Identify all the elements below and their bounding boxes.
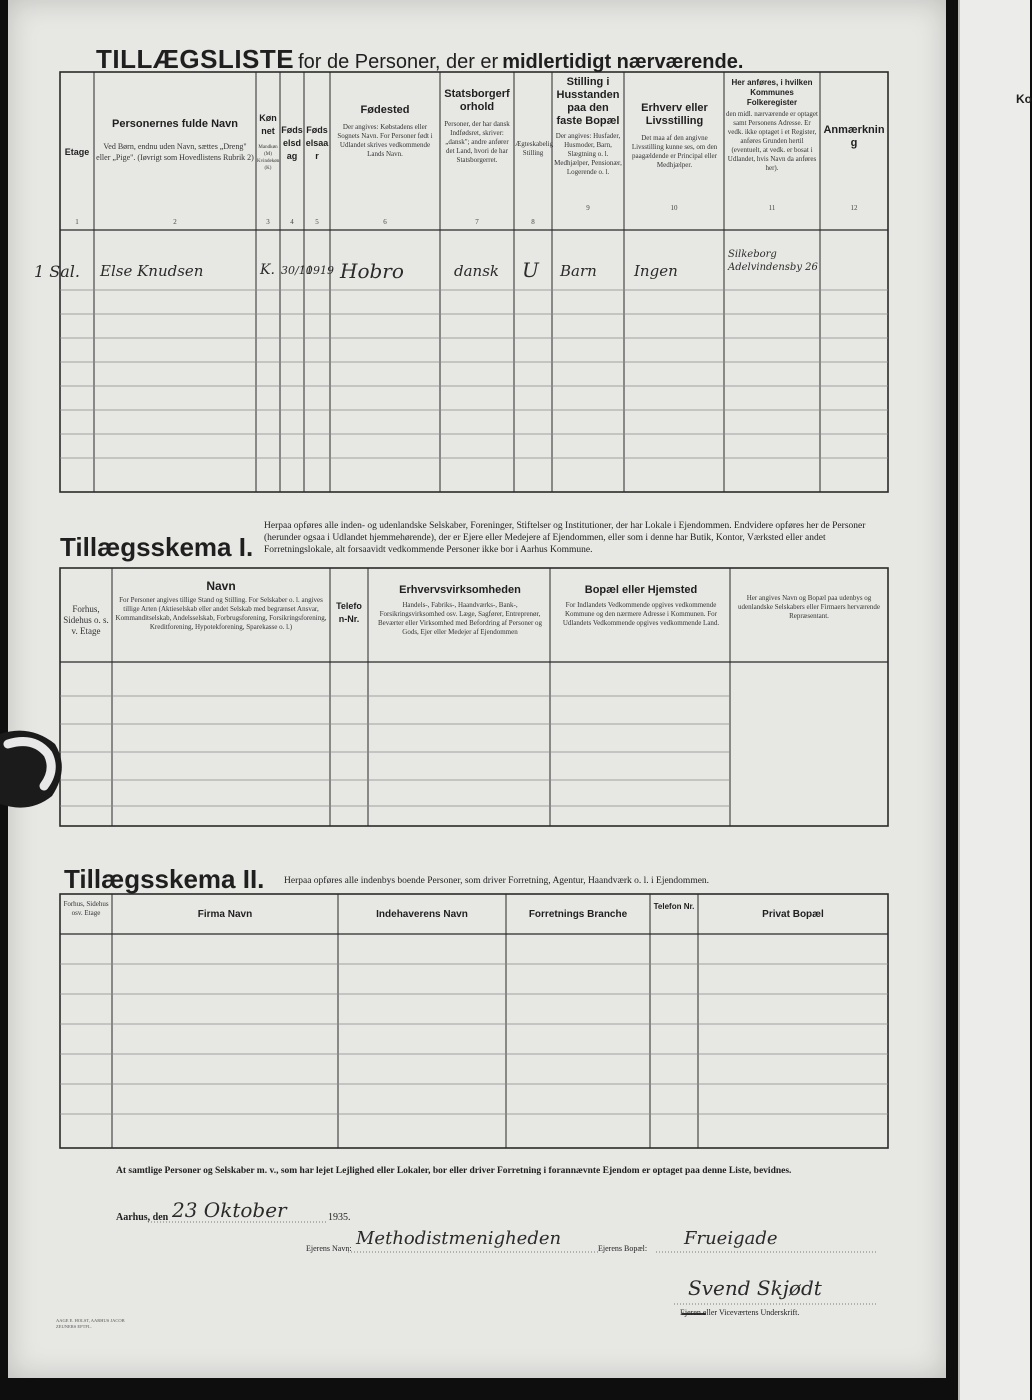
col-header-stilling-title: Stilling i Husstanden paa den faste Bopæl	[556, 76, 620, 127]
col-num-5: 5	[315, 218, 319, 226]
skema1-col-bopael	[554, 584, 728, 628]
col-num-10: 10	[670, 204, 678, 212]
cell-navn: Else Knudsen	[100, 262, 204, 280]
col-header-fodselsdag: Fødselsdag	[281, 125, 303, 161]
skema1-col-erhverv	[372, 584, 548, 637]
col-header-stilling	[554, 76, 622, 177]
col-num-7: 7	[475, 218, 479, 226]
skema1-col-bopael-sub: For Indlandets Vedkommende opgives vedkommende Kommune og den nærmere Adresse i Kommunen. For Udlandets Vedkommende opgives vedkommende Land.	[562, 601, 720, 627]
col-header-stats-title: Statsborgerforhold	[444, 88, 510, 113]
col-num-1: 1	[75, 218, 79, 226]
col-header-fodested	[333, 104, 437, 159]
skema1-col-navn-sub: For Personer angives tillige Stand og Stilling. For Selskaber o. l. angives tillige Arten (Aktieselskab eller andet Selskab med begrænset Ansvar, Kommanditselskab, Andelsselskab, Forbrugsforening, Forsikringsforening, Kreditforening, Hypotekforening, Sparekasse o. l.)	[115, 596, 327, 631]
title-middle: for de Personer, der er	[298, 51, 499, 73]
footer-date-hand: 23 Oktober	[172, 1198, 287, 1222]
col-num-8: 8	[531, 218, 535, 226]
cell-etage: 1 Sal.	[34, 262, 80, 281]
census-form-page	[8, 0, 946, 1378]
col-header-fodested-sub: Der angives: Købstadens eller Sognets Navn. For Personer født i Udlandet skrives vedkommende Lands Navn.	[337, 123, 433, 158]
col-header-fodested-title: Fødested	[360, 104, 410, 116]
footer-signature-label: Ejeren eller Viceværtens Underskrift.	[680, 1308, 800, 1317]
page-title	[96, 44, 896, 75]
col-num-3: 3	[266, 218, 270, 226]
cell-kon: K.	[260, 262, 275, 278]
col-header-aegt: Ægteskabelig Stilling	[515, 140, 554, 157]
col-header-register-sub: den midl. nærværende er optaget samt Personens Adresse. Er vedk. ikke optaget i et Register, anføres Grunden hertil (eventuelt, at vedk. er bosat i Udlandet, hvis Navn da anføres her).	[726, 110, 818, 172]
title-end: midlertidigt nærværende.	[502, 51, 744, 73]
col-header-kon	[257, 112, 279, 172]
col-header-navn-title: Personernes fulde Navn	[112, 118, 238, 130]
adjacent-page-fragment: Ko	[1016, 92, 1032, 106]
skema1-col-bopael-title: Bopæl eller Hjemsted	[584, 584, 698, 596]
footer-place: Aarhus, den	[116, 1212, 169, 1223]
col-header-anmaerkning: Anmærkning	[823, 124, 885, 149]
cell-dag: 30/10	[281, 264, 313, 277]
printer-mark: AAGE E. HOLST, AARHUS JACOB ZEUNERS EFTFL.	[56, 1318, 125, 1329]
col-header-erhverv-title: Erhverv eller Livsstilling	[641, 102, 708, 127]
col-header-navn	[96, 118, 254, 163]
skema1-description: Herpaa opføres alle inden- og udenlandske Selskaber, Foreninger, Stiftelser og Institutioner, der har Lokale i Ejendommen. Endvidere opføres her de Personer (herunder ogsaa i Udlandet hjemmehørende), der er Ejere eller Medejere af Ejendommen, eller som i denne har Butik, Kontor, Værksted eller andet Forretningslokale, alt forsaavidt vedkommende Personer ikke bor i Aarhus Kommune.	[264, 521, 866, 555]
col-num-9: 9	[586, 204, 590, 212]
footer-signature-hand: Svend Skjødt	[688, 1276, 822, 1300]
cell-stats: dansk	[454, 262, 499, 280]
skema1-col-telefon: Telefon-Nr.	[336, 601, 362, 624]
skema2-col-bopael: Privat Bopæl	[762, 909, 824, 920]
col-header-register	[726, 78, 818, 173]
footer-owner-hand: Methodistmenigheden	[356, 1228, 562, 1249]
cell-aegt: U	[522, 258, 539, 282]
cell-erhverv: Ingen	[634, 262, 678, 280]
col-header-fodselsaar: Fødselsaar	[305, 125, 329, 161]
footer-address-hand: Frueigade	[684, 1228, 778, 1249]
skema2-description: Herpaa opføres alle indenbys boende Personer, som driver Forretning, Agentur, Haandværk o. l. i Ejendommen.	[284, 876, 710, 886]
col-header-stats	[442, 88, 512, 165]
binder-clip	[0, 724, 70, 814]
footer-year: 1935.	[328, 1212, 351, 1223]
skema1-col-navn	[114, 580, 328, 632]
col-header-kon-title: Kønnet	[259, 113, 277, 136]
skema1-col-navn-title: Navn	[206, 579, 236, 593]
col-header-etage: Etage	[64, 147, 90, 157]
skema1-col-repraesentant: Her angives Navn og Bopæl paa udenbys og udenlandske Selskabers eller Firmaers herværende Repræsentant.	[738, 594, 880, 620]
cell-register: Silkeborg Adelvindensby 26	[728, 249, 818, 273]
col-header-register-title: Her anføres, i hvilken Kommunes Folkeregister	[731, 78, 813, 107]
col-header-kon-sub: Mandkøn (M) Kvindekøn (K)	[257, 145, 280, 171]
skema1-col-erhverv-title: Erhvervsvirksomheden	[399, 584, 521, 596]
cell-aar: 1919	[306, 264, 334, 277]
skema2-col-telefon: Telefon Nr.	[653, 902, 695, 911]
cell-stilling: Barn	[560, 262, 597, 280]
col-header-erhverv	[627, 102, 722, 170]
skema2-col-etage: Forhus, Sidehus osv. Etage	[63, 900, 109, 917]
col-num-12: 12	[850, 204, 858, 212]
col-num-6: 6	[383, 218, 387, 226]
col-header-navn-sub: Ved Børn, endnu uden Navn, sættes „Dreng" eller „Pige". (Iøvrigt som Hovedlistens Rubrik 2)	[96, 142, 254, 162]
cell-fodested: Hobro	[340, 259, 404, 283]
skema2-col-branche: Forretnings Branche	[528, 909, 628, 920]
skema2-title: Tillægsskema II.	[64, 864, 265, 894]
col-num-2: 2	[173, 218, 177, 226]
skema1-col-etage: Forhus, Sidehus o. s. v. Etage	[63, 604, 109, 636]
footer-statement: At samtlige Personer og Selskaber m. v., som har lejet Lejlighed eller Lokaler, bor eller driver Forretning i forannævnte Ejendom er optaget paa denne Liste, bevidnes.	[116, 1166, 792, 1176]
col-header-stilling-sub: Der angives: Husfader, Husmoder, Barn, Slægtning o. l. Medhjælper, Pensionær, Logerende o. l.	[554, 132, 622, 176]
footer-address-label: Ejerens Bopæl:	[598, 1244, 648, 1253]
col-header-erhverv-sub: Det maa af den angivne Livsstilling kunne ses, om den paagældende er Principal eller Medhjælper.	[631, 134, 718, 169]
skema1-col-erhverv-sub: Handels-, Fabriks-, Haandværks-, Bank-, Forsikringsvirksomhed osv. Læge, Sagfører, Entreprenør, Beværter eller Virksomhed med Befordring af Personer og Gods, Ejer eller Medejer af Ejendommen	[377, 601, 543, 636]
skema1-title: Tillægsskema I.	[60, 532, 254, 562]
col-header-stats-sub: Personer, der har dansk Indfødsret, skriver: „dansk"; andre anfører det Land, hvori de har Statsborgerret.	[444, 120, 510, 164]
col-num-11: 11	[768, 204, 776, 212]
title-main: TILLÆGSLISTE	[96, 44, 295, 74]
col-num-4: 4	[290, 218, 294, 226]
skema2-col-indehaver: Indehaverens Navn	[376, 909, 468, 920]
footer-owner-label: Ejerens Navn:	[306, 1244, 352, 1253]
skema2-col-firma: Firma Navn	[197, 909, 253, 920]
adjacent-page	[958, 0, 1030, 1400]
